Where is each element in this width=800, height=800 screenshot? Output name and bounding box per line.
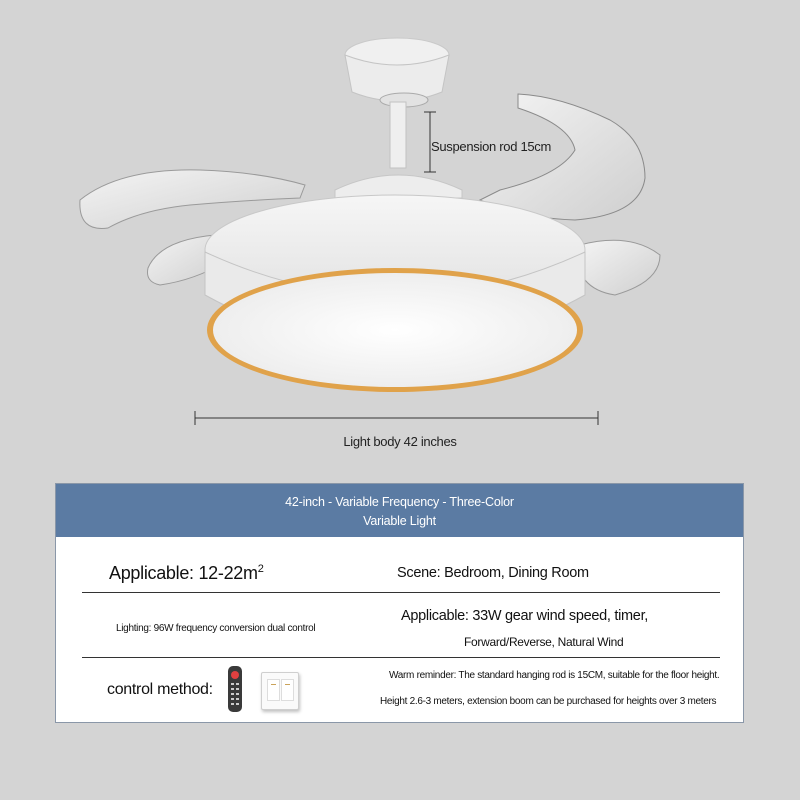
spec-header-line1: 42-inch - Variable Frequency - Three-Color xyxy=(285,495,514,509)
applicable-area xyxy=(109,563,264,584)
row-divider-2 xyxy=(82,657,720,658)
applicable-area-text: Applicable: 12-22m xyxy=(109,563,258,583)
lighting-text: Lighting: 96W frequency conversion dual control xyxy=(116,623,316,634)
row-divider-1 xyxy=(82,592,720,593)
warm-reminder-line1: Warm reminder: The standard hanging rod is 15CM, suitable for the floor height. xyxy=(389,670,720,681)
spec-header-line2: Variable Light xyxy=(363,514,436,528)
suspension-rod-label: Suspension rod 15cm xyxy=(431,139,552,154)
applicable-area-unit-sup: 2 xyxy=(257,563,264,575)
wind-speed-text: Applicable: 33W gear wind speed, timer, xyxy=(401,608,649,624)
spec-panel xyxy=(55,483,744,723)
control-method-label: control method: xyxy=(107,681,213,698)
scene-text: Scene: Bedroom, Dining Room xyxy=(397,565,589,581)
spec-header xyxy=(56,484,743,537)
wall-switch-icon xyxy=(261,672,299,710)
light-body-size-label: Light body 42 inches xyxy=(343,434,457,449)
wind-mode-text: Forward/Reverse, Natural Wind xyxy=(464,635,624,649)
remote-control-icon xyxy=(227,665,243,713)
warm-reminder-line2: Height 2.6-3 meters, extension boom can be purchased for heights over 3 meters xyxy=(380,696,717,707)
